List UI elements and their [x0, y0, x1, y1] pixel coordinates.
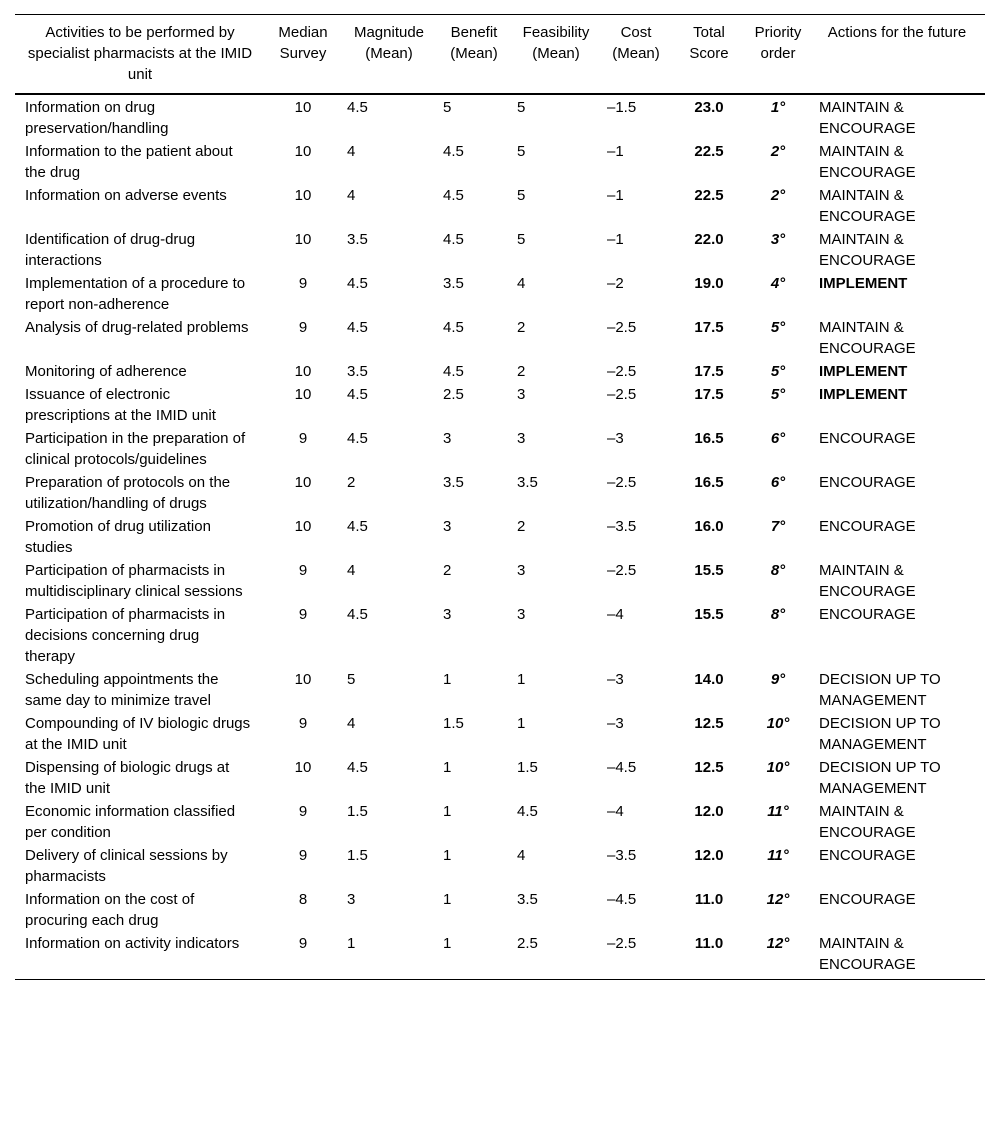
- cell-priority: 11°: [767, 803, 789, 820]
- cell-magnitude: 4.5: [347, 759, 368, 776]
- cell-feasibility: 2.5: [517, 935, 538, 952]
- cell-cost: –2: [607, 275, 624, 292]
- cell-activity: Information to the patient about the drug: [25, 143, 233, 181]
- cell-priority: 10°: [766, 715, 790, 732]
- cell-action: ENCOURAGE: [819, 474, 916, 491]
- header-cost: Cost (Mean): [612, 24, 660, 62]
- cell-action: ENCOURAGE: [819, 847, 916, 864]
- cell-total: 19.0: [694, 275, 724, 292]
- cell-activity: Analysis of drug-related problems: [25, 319, 249, 336]
- table-row: [15, 603, 985, 668]
- cell-benefit: 5: [443, 99, 452, 116]
- cell-action: ENCOURAGE: [819, 891, 916, 908]
- cell-feasibility: 1: [517, 715, 526, 732]
- cell-action: MAINTAIN & ENCOURAGE: [819, 562, 916, 600]
- cell-priority: 6°: [770, 430, 786, 447]
- cell-cost: –3: [607, 715, 624, 732]
- table-row: [15, 140, 985, 184]
- cell-activity: Participation in the preparation of clinical protocols/guidelines: [25, 430, 246, 468]
- cell-priority: 12°: [766, 891, 790, 908]
- cell-benefit: 3: [443, 430, 452, 447]
- cell-activity: Information on the cost of procuring each drug: [25, 891, 195, 929]
- cell-action: DECISION UP TO MANAGEMENT: [819, 715, 941, 753]
- cell-median: 9: [298, 803, 308, 820]
- cell-feasibility: 3.5: [517, 891, 538, 908]
- cell-total: 12.0: [694, 803, 724, 820]
- cell-magnitude: 5: [347, 671, 356, 688]
- cell-median: 10: [294, 518, 312, 535]
- cell-activity: Information on activity indicators: [25, 935, 240, 952]
- table-row: [15, 383, 985, 427]
- cell-benefit: 4.5: [443, 231, 464, 248]
- cell-feasibility: 2: [517, 319, 526, 336]
- cell-total: 11.0: [694, 935, 724, 952]
- cell-cost: –2.5: [607, 386, 637, 403]
- cell-priority: 10°: [766, 759, 790, 776]
- cell-priority: 3°: [770, 231, 786, 248]
- cell-feasibility: 5: [517, 231, 526, 248]
- cell-action: MAINTAIN & ENCOURAGE: [819, 99, 916, 137]
- header-magnitude: Magnitude (Mean): [353, 24, 425, 62]
- cell-activity: Identification of drug-drug interactions: [25, 231, 196, 269]
- table-row: [15, 844, 985, 888]
- cell-benefit: 1: [443, 935, 452, 952]
- table-body: [15, 94, 985, 980]
- cell-benefit: 1: [443, 803, 452, 820]
- cell-action: ENCOURAGE: [819, 518, 916, 535]
- cell-benefit: 3: [443, 606, 452, 623]
- table-row: [15, 668, 985, 712]
- cell-priority: 5°: [770, 363, 786, 380]
- table-row: [15, 559, 985, 603]
- cell-cost: –2.5: [607, 319, 637, 336]
- cell-magnitude: 4: [347, 562, 356, 579]
- table-row: [15, 272, 985, 316]
- cell-priority: 5°: [770, 319, 786, 336]
- cell-total: 22.5: [694, 187, 724, 204]
- cell-feasibility: 2: [517, 518, 526, 535]
- cell-activity: Economic information classified per condition: [25, 803, 236, 841]
- cell-feasibility: 5: [517, 99, 526, 116]
- table-row: [15, 515, 985, 559]
- cell-action: ENCOURAGE: [819, 430, 916, 447]
- cell-benefit: 3.5: [443, 474, 464, 491]
- cell-action: ENCOURAGE: [819, 606, 916, 623]
- table-row: [15, 932, 985, 980]
- cell-median: 10: [294, 363, 312, 380]
- cell-action: MAINTAIN & ENCOURAGE: [819, 935, 916, 973]
- cell-benefit: 4.5: [443, 363, 464, 380]
- cell-median: 10: [294, 759, 312, 776]
- cell-magnitude: 4: [347, 715, 356, 732]
- cell-total: 15.5: [694, 562, 724, 579]
- cell-median: 10: [294, 187, 312, 204]
- table-row: [15, 756, 985, 800]
- table-row: [15, 712, 985, 756]
- cell-feasibility: 3: [517, 386, 526, 403]
- cell-median: 9: [298, 847, 308, 864]
- cell-priority: 11°: [767, 847, 789, 864]
- header-row: [15, 15, 985, 95]
- cell-feasibility: 1.5: [517, 759, 538, 776]
- cell-magnitude: 4.5: [347, 430, 368, 447]
- cell-priority: 1°: [770, 99, 786, 116]
- cell-action: MAINTAIN & ENCOURAGE: [819, 231, 916, 269]
- cell-priority: 4°: [770, 275, 786, 292]
- cell-feasibility: 3: [517, 606, 526, 623]
- cell-feasibility: 4: [517, 847, 526, 864]
- cell-benefit: 3: [443, 518, 452, 535]
- cell-feasibility: 3: [517, 562, 526, 579]
- cell-benefit: 1: [443, 891, 452, 908]
- cell-cost: –4.5: [607, 759, 637, 776]
- cell-cost: –2.5: [607, 474, 637, 491]
- priority-table: [15, 14, 985, 980]
- cell-magnitude: 1.5: [347, 847, 368, 864]
- cell-magnitude: 3: [347, 891, 356, 908]
- cell-benefit: 1: [443, 759, 452, 776]
- cell-total: 16.5: [694, 474, 724, 491]
- cell-priority: 8°: [770, 562, 786, 579]
- cell-feasibility: 4.5: [517, 803, 538, 820]
- cell-median: 9: [298, 430, 308, 447]
- cell-magnitude: 4.5: [347, 319, 368, 336]
- cell-feasibility: 5: [517, 187, 526, 204]
- header-priority: Priority order: [754, 24, 802, 62]
- cell-cost: –2.5: [607, 363, 637, 380]
- cell-magnitude: 4: [347, 187, 356, 204]
- header-benefit: Benefit (Mean): [450, 24, 498, 62]
- cell-cost: –2.5: [607, 935, 637, 952]
- cell-benefit: 2.5: [443, 386, 464, 403]
- cell-feasibility: 3.5: [517, 474, 538, 491]
- cell-magnitude: 4.5: [347, 99, 368, 116]
- cell-cost: –1: [607, 143, 624, 160]
- cell-priority: 7°: [770, 518, 786, 535]
- table-row: [15, 316, 985, 360]
- cell-priority: 2°: [770, 187, 786, 204]
- header-median: Median Survey: [278, 24, 328, 62]
- cell-action: MAINTAIN & ENCOURAGE: [819, 803, 916, 841]
- cell-activity: Scheduling appointments the same day to minimize travel: [25, 671, 219, 709]
- cell-cost: –3: [607, 430, 624, 447]
- cell-activity: Information on drug preservation/handling: [25, 99, 169, 137]
- table-row: [15, 184, 985, 228]
- cell-magnitude: 2: [347, 474, 356, 491]
- header-action: Actions for the future: [827, 24, 967, 41]
- table-row: [15, 360, 985, 383]
- cell-benefit: 4.5: [443, 143, 464, 160]
- cell-magnitude: 1.5: [347, 803, 368, 820]
- cell-cost: –1.5: [607, 99, 637, 116]
- cell-priority: 6°: [770, 474, 786, 491]
- cell-benefit: 4.5: [443, 319, 464, 336]
- cell-median: 10: [294, 386, 312, 403]
- cell-magnitude: 4: [347, 143, 356, 160]
- cell-total: 12.5: [694, 759, 724, 776]
- cell-cost: –4: [607, 606, 624, 623]
- cell-median: 10: [294, 231, 312, 248]
- cell-priority: 9°: [770, 671, 786, 688]
- cell-median: 10: [294, 99, 312, 116]
- cell-magnitude: 4.5: [347, 275, 368, 292]
- cell-total: 23.0: [694, 99, 724, 116]
- cell-cost: –4: [607, 803, 624, 820]
- table-row: [15, 800, 985, 844]
- header-total: Total Score: [689, 24, 729, 62]
- cell-action: IMPLEMENT: [819, 275, 908, 292]
- cell-magnitude: 4.5: [347, 518, 368, 535]
- cell-median: 10: [294, 671, 312, 688]
- cell-action: IMPLEMENT: [819, 363, 908, 380]
- cell-total: 14.0: [694, 671, 724, 688]
- table-row: [15, 94, 985, 140]
- cell-activity: Preparation of protocols on the utilization/handling of drugs: [25, 474, 231, 512]
- table-row: [15, 471, 985, 515]
- cell-feasibility: 3: [517, 430, 526, 447]
- cell-activity: Delivery of clinical sessions by pharmacists: [25, 847, 228, 885]
- cell-total: 16.5: [694, 430, 724, 447]
- cell-total: 12.0: [694, 847, 724, 864]
- header-feasibility: Feasibility (Mean): [522, 24, 590, 62]
- cell-total: 16.0: [694, 518, 724, 535]
- cell-priority: 2°: [770, 143, 786, 160]
- cell-benefit: 1: [443, 671, 452, 688]
- cell-cost: –3.5: [607, 847, 637, 864]
- cell-median: 9: [298, 562, 308, 579]
- cell-magnitude: 3.5: [347, 363, 368, 380]
- cell-activity: Dispensing of biologic drugs at the IMID unit: [25, 759, 230, 797]
- cell-benefit: 4.5: [443, 187, 464, 204]
- cell-median: 9: [298, 606, 308, 623]
- cell-median: 8: [298, 891, 308, 908]
- cell-total: 12.5: [694, 715, 724, 732]
- cell-benefit: 3.5: [443, 275, 464, 292]
- cell-activity: Promotion of drug utilization studies: [25, 518, 211, 556]
- cell-total: 17.5: [694, 319, 724, 336]
- cell-benefit: 1: [443, 847, 452, 864]
- cell-magnitude: 4.5: [347, 386, 368, 403]
- cell-total: 17.5: [694, 363, 724, 380]
- cell-total: 17.5: [694, 386, 724, 403]
- cell-action: MAINTAIN & ENCOURAGE: [819, 143, 916, 181]
- cell-cost: –4.5: [607, 891, 637, 908]
- cell-cost: –1: [607, 231, 624, 248]
- cell-activity: Monitoring of adherence: [25, 363, 187, 380]
- cell-feasibility: 4: [517, 275, 526, 292]
- cell-median: 9: [298, 275, 308, 292]
- cell-magnitude: 1: [347, 935, 356, 952]
- cell-activity: Issuance of electronic prescriptions at the IMID unit: [25, 386, 216, 424]
- cell-magnitude: 3.5: [347, 231, 368, 248]
- cell-cost: –3.5: [607, 518, 637, 535]
- table-row: [15, 228, 985, 272]
- cell-cost: –2.5: [607, 562, 637, 579]
- cell-total: 15.5: [694, 606, 724, 623]
- cell-activity: Implementation of a procedure to report non-adherence: [25, 275, 246, 313]
- cell-median: 10: [294, 143, 312, 160]
- cell-benefit: 1.5: [443, 715, 464, 732]
- header-activity: Activities to be performed by specialist pharmacists at the IMID unit: [27, 24, 253, 83]
- cell-median: 10: [294, 474, 312, 491]
- cell-feasibility: 2: [517, 363, 526, 380]
- cell-action: IMPLEMENT: [819, 386, 908, 403]
- cell-cost: –3: [607, 671, 624, 688]
- cell-activity: Information on adverse events: [25, 187, 227, 204]
- cell-action: MAINTAIN & ENCOURAGE: [819, 187, 916, 225]
- cell-median: 9: [298, 715, 308, 732]
- table-row: [15, 888, 985, 932]
- cell-priority: 8°: [770, 606, 786, 623]
- cell-total: 11.0: [694, 891, 724, 908]
- cell-action: DECISION UP TO MANAGEMENT: [819, 671, 941, 709]
- cell-median: 9: [298, 319, 308, 336]
- cell-feasibility: 5: [517, 143, 526, 160]
- cell-priority: 12°: [766, 935, 790, 952]
- cell-priority: 5°: [770, 386, 786, 403]
- cell-activity: Compounding of IV biologic drugs at the IMID unit: [25, 715, 251, 753]
- cell-magnitude: 4.5: [347, 606, 368, 623]
- cell-activity: Participation of pharmacists in multidisciplinary clinical sessions: [25, 562, 243, 600]
- cell-total: 22.5: [694, 143, 724, 160]
- table-row: [15, 427, 985, 471]
- cell-cost: –1: [607, 187, 624, 204]
- cell-activity: Participation of pharmacists in decisions concerning drug therapy: [25, 606, 226, 665]
- cell-median: 9: [298, 935, 308, 952]
- cell-action: MAINTAIN & ENCOURAGE: [819, 319, 916, 357]
- cell-total: 22.0: [694, 231, 724, 248]
- cell-action: DECISION UP TO MANAGEMENT: [819, 759, 941, 797]
- cell-feasibility: 1: [517, 671, 526, 688]
- cell-benefit: 2: [443, 562, 452, 579]
